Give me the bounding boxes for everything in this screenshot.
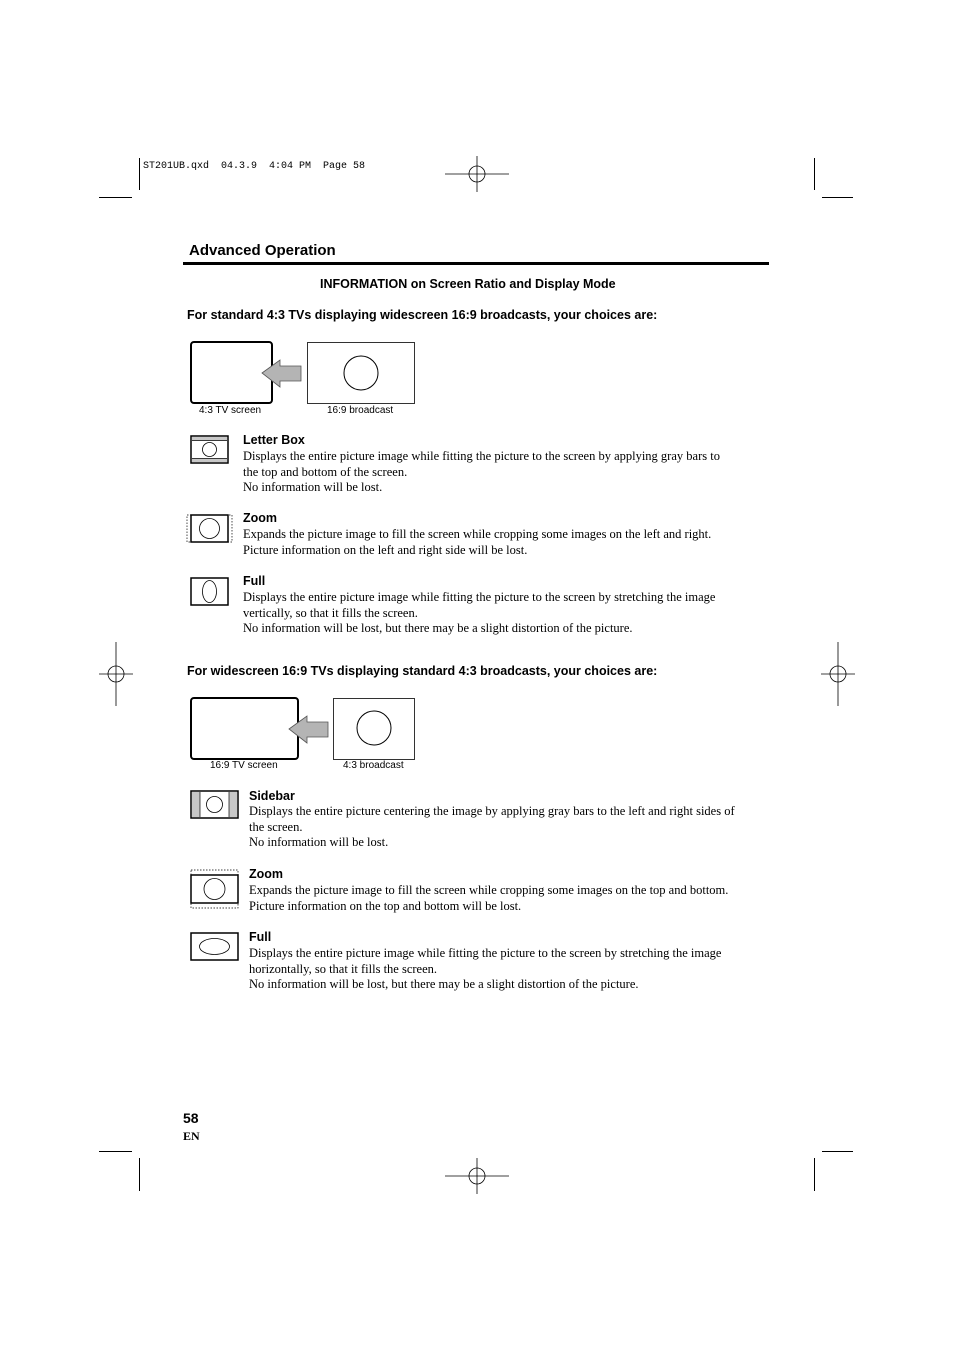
registration-mark-icon	[99, 642, 133, 706]
full-description: Displays the entire picture image while fitting the picture to the screen by stretching the image vertically, so that it fills the screen. No information will be lost, but there may be a slight distortion of the picture.	[243, 590, 716, 635]
full-icon	[190, 577, 230, 607]
zoom-icon	[190, 869, 240, 911]
group1-heading: For standard 4:3 TVs displaying widescreen 16:9 broadcasts, your choices are:	[187, 308, 658, 322]
broadcast-caption: 16:9 broadcast	[327, 405, 394, 416]
section-rule	[183, 262, 769, 265]
zoom-icon	[186, 514, 234, 544]
letterbox-icon	[190, 435, 230, 465]
info-title: INFORMATION on Screen Ratio and Display Mode	[320, 277, 616, 291]
letterbox-title: Letter Box	[243, 433, 305, 447]
tv-43-screen-diagram	[190, 341, 420, 407]
file-slug: ST201UB.qxd 04.3.9 4:04 PM Page 58	[143, 161, 366, 172]
sidebar-title: Sidebar	[249, 789, 295, 803]
zoom-title: Zoom	[243, 511, 278, 525]
sidebar-icon	[190, 790, 240, 820]
language-code: EN	[183, 1129, 200, 1143]
section-title: Advanced Operation	[189, 242, 336, 259]
group2-heading: For widescreen 16:9 TVs displaying standard 4:3 broadcasts, your choices are:	[187, 664, 658, 678]
screen-caption: 4:3 TV screen	[199, 405, 262, 416]
registration-mark-icon	[445, 156, 509, 196]
zoom-title: Zoom	[249, 867, 284, 881]
screen-caption: 16:9 TV screen	[210, 760, 278, 771]
sidebar-description: Displays the entire picture centering the image by applying gray bars to the left and right sides of the screen. No information will be lost.	[249, 804, 735, 849]
registration-mark-icon	[821, 642, 855, 706]
tv-169-screen-diagram	[190, 697, 420, 763]
full-icon	[190, 932, 240, 962]
full-title: Full	[249, 930, 272, 944]
zoom-description: Expands the picture image to fill the screen while cropping some images on the top and bottom. Picture information on the top and bottom will be lost.	[249, 883, 729, 913]
broadcast-caption: 4:3 broadcast	[343, 760, 404, 771]
full-title: Full	[243, 574, 266, 588]
registration-mark-icon	[445, 1158, 509, 1198]
full-description: Displays the entire picture image while fitting the picture to the screen by stretching the image horizontally, so that it fills the screen. No information will be lost, but there may be a slight distortion of the picture.	[249, 946, 722, 991]
page-number: 58	[183, 1110, 199, 1126]
letterbox-description: Displays the entire picture image while fitting the picture to the screen by applying gray bars to the top and bottom of the screen. No information will be lost.	[243, 449, 720, 494]
zoom-description: Expands the picture image to fill the screen while cropping some images on the left and right. Picture information on the left and right side will be lost.	[243, 527, 712, 557]
